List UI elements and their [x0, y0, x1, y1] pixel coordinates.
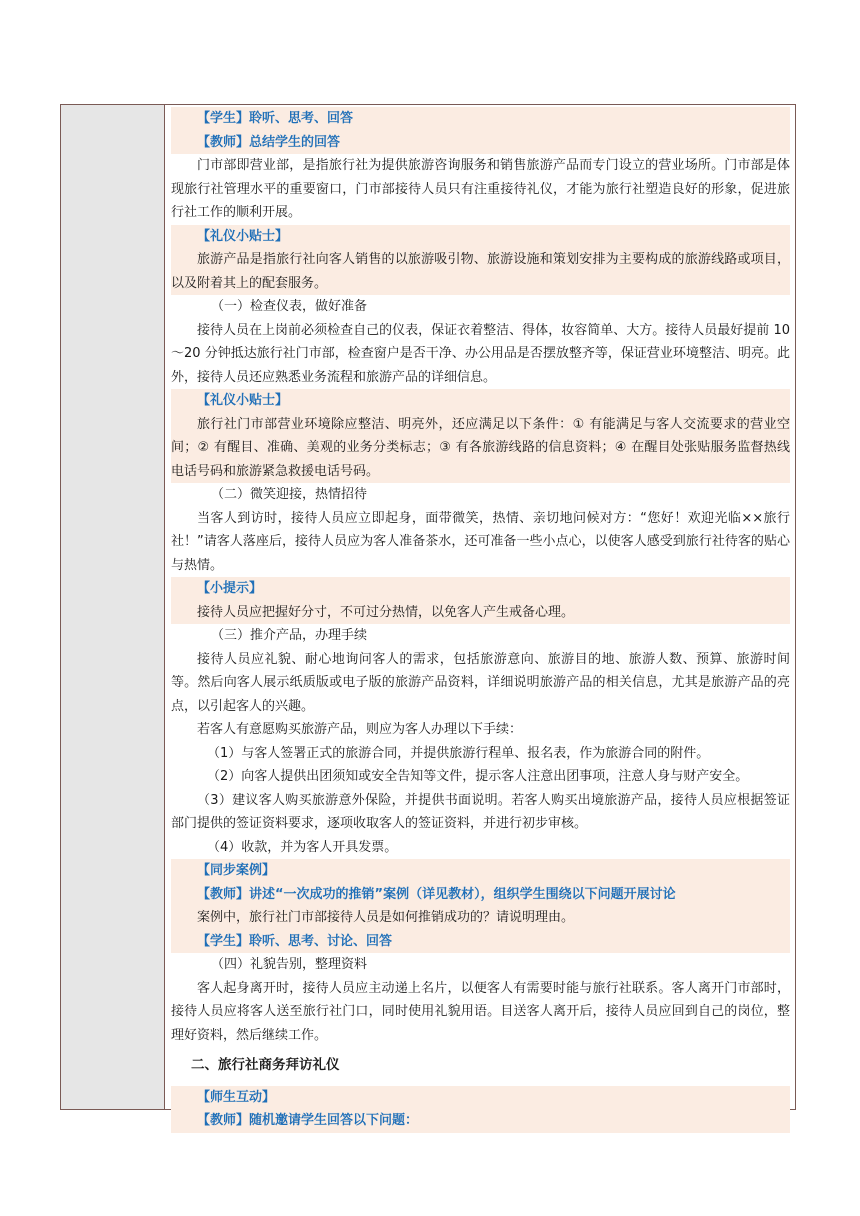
body-paragraph: 门市部即营业部，是指旅行社为提供旅游咨询服务和销售旅游产品而专门设立的营业场所。门市部是体现旅行社管理水平的重要窗口，门市部接待人员只有注重接待礼仪，才能为旅行社塑造良好的形象，促进旅行社工作的顺利开展。 [171, 158, 790, 220]
callout-label: 【学生】聆听、思考、讨论、回答 [171, 930, 790, 954]
callout-label: 【学生】聆听、思考、回答 [171, 107, 790, 131]
content-column [165, 105, 795, 1128]
body-paragraph: 接待人员在上岗前必须检查自己的仪表，保证衣着整洁、得体，妆容简单、大方。接待人员最好提前 10～20 分钟抵达旅行社门市部，检查窗户是否干净、办公用品是否摆放整齐等，保证营业环境整洁、明亮。此外，接待人员还应熟悉业务流程和旅游产品的详细信息。 [171, 322, 790, 385]
subsection-heading: （三）推介产品，办理手续 [211, 628, 368, 643]
tip-paragraph: 旅游产品是指旅行社向客人销售的以旅游吸引物、旅游设施和策划安排为主要构成的旅游线路或项目，以及附着其上的配套服务。 [171, 248, 790, 295]
callout-label: 【礼仪小贴士】 [171, 225, 790, 249]
callout-label: 【教师】讲述“一次成功的推销”案例（详见教材），组织学生围绕以下问题开展讨论 [171, 883, 790, 907]
body-paragraph: 客人起身离开时，接待人员应主动递上名片，以便客人有需要时能与旅行社联系。客人离开门市部时，接待人员应将客人送至旅行社门口，同时使用礼貌用语。目送客人离开后，接待人员应回到自己的岗位，整理好资料，然后继续工作。 [171, 980, 790, 1043]
list-item: （1）与客人签署正式的旅游合同，并提供旅游行程单、报名表，作为旅游合同的附件。 [207, 745, 710, 761]
callout-label: 【师生互动】 [171, 1086, 790, 1110]
callout-label: 【小提示】 [171, 577, 790, 601]
tip-paragraph: 案例中，旅行社门市部接待人员是如何推销成功的？请说明理由。 [171, 906, 790, 930]
body-paragraph: （3）建议客人购买旅游意外保险，并提供书面说明。若客人购买出境旅游产品，接待人员应根据签证部门提供的签证资料要求，逐项收取客人的签证资料，并进行初步审核。 [171, 792, 790, 831]
body-paragraph: 若客人有意愿购买旅游产品，则应为客人办理以下手续： [197, 722, 523, 737]
tip-paragraph: 接待人员应把握好分寸，不可过分热情，以免客人产生戒备心理。 [171, 601, 790, 625]
subsection-heading: （四）礼貌告别，整理资料 [211, 957, 368, 972]
callout-label: 【同步案例】 [171, 859, 790, 883]
subsection-heading: （一）检查仪表，做好准备 [211, 299, 368, 314]
callout-label: 【教师】总结学生的回答 [171, 131, 790, 155]
body-paragraph: 当客人到访时，接待人员应立即起身，面带微笑，热情、亲切地问候对方：“您好！欢迎光临××旅行社！”请客人落座后，接待人员应为客人准备茶水，还可准备一些小点心，以使客人感受到旅行社待客的贴心与热情。 [171, 510, 790, 573]
tip-paragraph: 旅行社门市部营业环境除应整洁、明亮外，还应满足以下条件：① 有能满足与客人交流要求的营业空间；② 有醒目、准确、美观的业务分类标志；③ 有各旅游线路的信息资料；④ 在醒目处张贴服务监督热线电话号码和旅游紧急救援电话号码。 [171, 413, 790, 484]
left-column [61, 105, 165, 1109]
section-heading: 二、旅行社商务拜访礼仪 [191, 1057, 340, 1073]
list-item: （4）收款，并为客人开具发票。 [207, 839, 398, 855]
callout-label: 【礼仪小贴士】 [171, 389, 790, 413]
list-item: （2）向客人提供出团须知或安全告知等文件，提示客人注意出团事项，注意人身与财产安全。 [207, 769, 749, 784]
callout-label: 【教师】随机邀请学生回答以下问题： [171, 1109, 790, 1133]
lesson-table [60, 104, 796, 1128]
subsection-heading: （二）微笑迎接，热情招待 [211, 487, 368, 502]
body-paragraph: 接待人员应礼貌、耐心地询问客人的需求，包括旅游意向、旅游目的地、旅游人数、预算、旅游时间等。然后向客人展示纸质版或电子版的旅游产品资料，详细说明旅游产品的相关信息，尤其是旅游产品的亮点，以引起客人的兴趣。 [171, 651, 790, 714]
